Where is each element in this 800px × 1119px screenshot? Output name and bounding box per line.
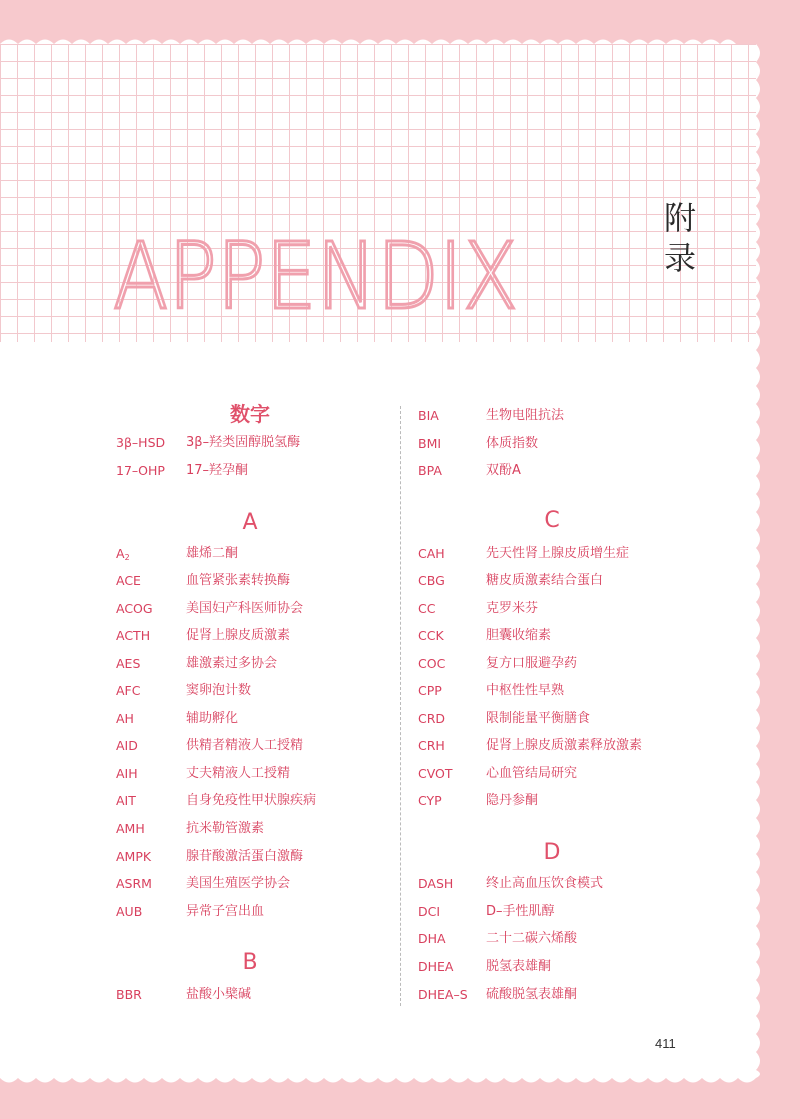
entry-abbr: ACTH bbox=[116, 628, 151, 643]
entry-term: 美国妇产科医师协会 bbox=[186, 601, 304, 616]
entry-abbr: DHEA–S bbox=[418, 987, 468, 1002]
entry-term: 雄烯二酮 bbox=[186, 546, 239, 561]
entry-term: 供精者精液人工授精 bbox=[186, 738, 304, 753]
entry-term: 克罗米芬 bbox=[486, 601, 539, 616]
entry-term: 抗米勒管激素 bbox=[186, 821, 265, 836]
entry-abbr: DHEA bbox=[418, 959, 454, 974]
section-title-a: A bbox=[242, 510, 258, 535]
entry-abbr-subscript: 2 bbox=[124, 553, 130, 562]
entry-term: 限制能量平衡膳食 bbox=[486, 711, 591, 726]
entry-term: 糖皮质激素结合蛋白 bbox=[486, 573, 604, 588]
entry-abbr: DHA bbox=[418, 931, 446, 946]
entry-term: 美国生殖医学协会 bbox=[186, 876, 291, 891]
entry-abbr: 17–OHP bbox=[116, 463, 165, 478]
entry-term: D–手性肌醇 bbox=[486, 904, 555, 919]
entry-term: 体质指数 bbox=[486, 436, 539, 451]
entry-abbr: AID bbox=[116, 738, 138, 753]
entry-abbr: AIH bbox=[116, 766, 138, 781]
entry-term: 二十二碳六烯酸 bbox=[486, 931, 578, 946]
entry-abbr: CPP bbox=[418, 683, 442, 698]
entry-abbr: CC bbox=[418, 601, 436, 616]
entry-term: 促肾上腺皮质激素释放激素 bbox=[486, 738, 643, 753]
entry-abbr: AH bbox=[116, 711, 134, 726]
entry-abbr: CYP bbox=[418, 793, 442, 808]
entry-abbr: AUB bbox=[116, 904, 143, 919]
entry-term: 终止高血压饮食模式 bbox=[486, 876, 604, 891]
entry-term: 心血管结局研究 bbox=[486, 766, 578, 781]
entry-term: 促肾上腺皮质激素 bbox=[186, 628, 291, 643]
entry-abbr: ASRM bbox=[116, 876, 152, 891]
appendix-cn-char-1: 附 bbox=[663, 199, 696, 237]
section-title-digits: 数字 bbox=[230, 402, 270, 426]
entry-term: 血管紧张素转换酶 bbox=[186, 573, 291, 588]
entry-term: 胆囊收缩素 bbox=[486, 628, 552, 643]
entry-abbr: DCI bbox=[418, 904, 441, 919]
entry-term: 中枢性性早熟 bbox=[486, 683, 565, 698]
entry-term: 脱氢表雄酮 bbox=[486, 959, 552, 974]
entry-abbr: AES bbox=[116, 656, 141, 671]
entry-abbr: ACOG bbox=[116, 601, 153, 616]
entry-abbr: AMH bbox=[116, 821, 145, 836]
entry-abbr: AFC bbox=[116, 683, 141, 698]
entry-abbr: CAH bbox=[418, 546, 445, 561]
entry-term: 3β–羟类固醇脱氢酶 bbox=[186, 435, 301, 450]
section-title-d: D bbox=[543, 840, 561, 865]
entry-term: 丈夫精液人工授精 bbox=[186, 766, 291, 781]
entry-abbr: CVOT bbox=[418, 766, 453, 781]
entry-term: 自身免疫性甲状腺疾病 bbox=[186, 793, 317, 808]
column-divider bbox=[400, 406, 401, 1006]
appendix-cn-char-2: 录 bbox=[663, 239, 696, 277]
entry-term: 隐丹参酮 bbox=[486, 793, 539, 808]
entry-abbr: DASH bbox=[418, 876, 454, 891]
entry-abbr: 3β–HSD bbox=[116, 435, 166, 450]
entry-abbr: COC bbox=[418, 656, 446, 671]
entry-term: 先天性肾上腺皮质增生症 bbox=[486, 546, 630, 561]
entry-abbr: AMPK bbox=[116, 849, 152, 864]
entry-abbr: BIA bbox=[418, 408, 439, 423]
entry-term: 复方口服避孕药 bbox=[486, 656, 578, 671]
entry-abbr bbox=[116, 544, 130, 568]
entry-abbr: CCK bbox=[418, 628, 444, 643]
entry-term: 盐酸小檗碱 bbox=[186, 987, 252, 1002]
entry-term: 辅助孵化 bbox=[186, 711, 239, 726]
section-title-b: B bbox=[242, 950, 258, 975]
page-number: 411 bbox=[655, 1036, 676, 1051]
entry-term: 异常子宫出血 bbox=[186, 904, 265, 919]
entry-abbr: BMI bbox=[418, 436, 442, 451]
entry-term: 腺苷酸激活蛋白激酶 bbox=[186, 849, 304, 864]
entry-abbr: CBG bbox=[418, 573, 445, 588]
entry-abbr: AIT bbox=[116, 793, 136, 808]
entry-term: 17–羟孕酮 bbox=[186, 463, 249, 478]
section-title-c: C bbox=[544, 508, 560, 533]
appendix-heading-text: APPENDIX bbox=[113, 223, 518, 330]
entry-term: 雄激素过多协会 bbox=[186, 656, 278, 671]
entry-abbr: CRD bbox=[418, 711, 446, 726]
entry-abbr-base: A bbox=[116, 546, 125, 561]
entry-abbr: ACE bbox=[116, 573, 141, 588]
entry-term: 生物电阻抗法 bbox=[486, 408, 565, 423]
entry-term: 双酚A bbox=[486, 463, 521, 478]
entry-term: 硫酸脱氢表雄酮 bbox=[486, 987, 578, 1002]
entry-abbr: BBR bbox=[116, 987, 142, 1002]
appendix-heading bbox=[113, 223, 523, 330]
entry-abbr: CRH bbox=[418, 738, 445, 753]
entry-term: 窦卵泡计数 bbox=[186, 683, 252, 698]
appendix-chinese-title bbox=[660, 198, 700, 278]
entry-abbr: BPA bbox=[418, 463, 442, 478]
